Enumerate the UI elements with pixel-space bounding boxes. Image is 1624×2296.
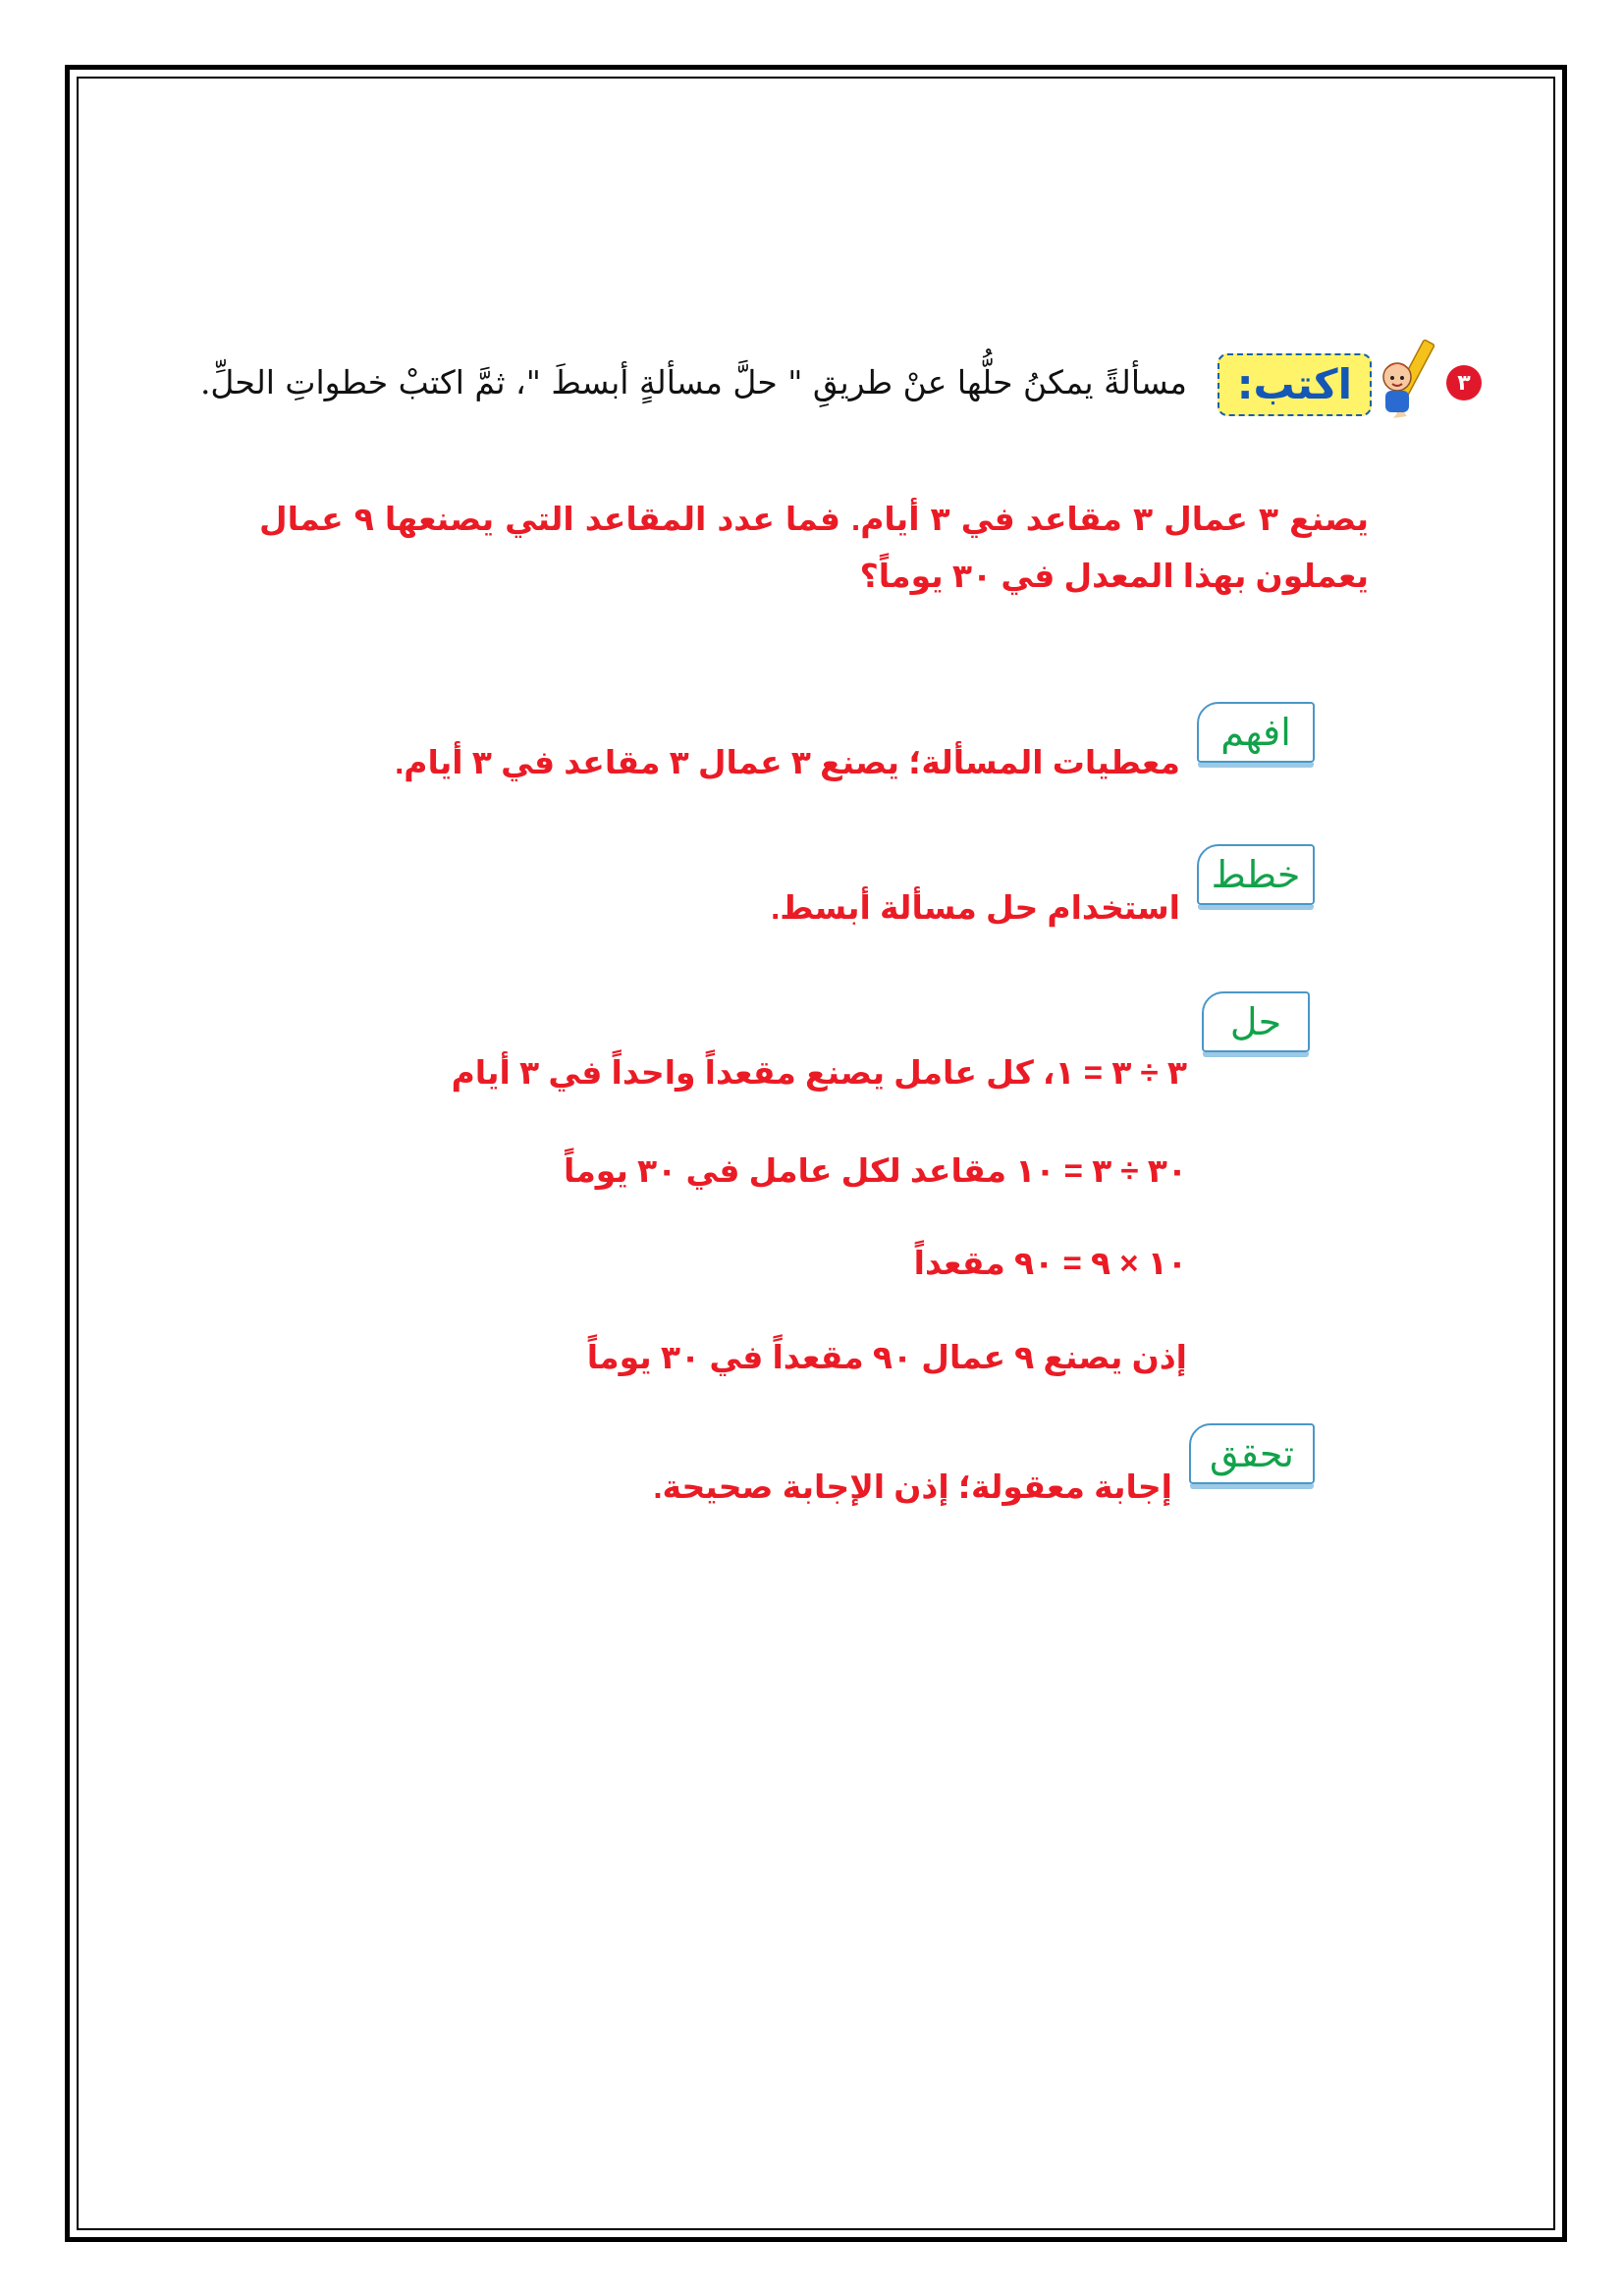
solve-line-1: ٣ ÷ ٣ = ١، كل عامل يصنع مقعداً واحداً في ٣ أيام — [451, 1054, 1187, 1091]
solve-line-2: ٣٠ ÷ ٣ = ١٠ مقاعد لكل عامل في ٣٠ يوماً — [563, 1152, 1187, 1189]
plan-tag-label: خطط — [1211, 853, 1301, 896]
solve-line-3: ١٠ × ٩ = ٩٠ مقعداً — [913, 1245, 1187, 1281]
write-label-box: اكتب: — [1218, 353, 1372, 416]
question-header — [146, 334, 1482, 432]
understand-text: معطيات المسألة؛ يصنع ٣ عمال ٣ مقاعد في ٣ أيام. — [395, 744, 1180, 780]
plan-text: استخدام حل مسألة أبسط. — [771, 889, 1180, 926]
check-tag — [1189, 1423, 1315, 1484]
check-text: إجابة معقولة؛ إذن الإجابة صحيحة. — [653, 1468, 1172, 1505]
question-number-badge: ٣ — [1446, 365, 1482, 400]
solve-tag-label: حل — [1229, 1000, 1282, 1043]
plan-tag — [1197, 844, 1315, 905]
check-tag-label: تحقق — [1209, 1432, 1295, 1475]
problem-statement: يصنع ٣ عمال ٣ مقاعد في ٣ أيام. فما عدد المقاعد التي يصنعها ٩ عمال يعملون بهذا المعدل في ٣٠ يوماً؟ — [259, 501, 1370, 594]
solve-tag — [1202, 991, 1310, 1052]
pencil-girl-icon — [1376, 334, 1438, 432]
solve-line-4: إذن يصنع ٩ عمال ٩٠ مقعداً في ٣٠ يوماً — [586, 1339, 1187, 1375]
understand-tag-label: افهم — [1220, 711, 1291, 754]
understand-tag — [1197, 702, 1315, 763]
instruction-text: مسألةً يمكنُ حلُّها عنْ طريقِ " حلَّ مسألةٍ أبسطَ "، ثمَّ اكتبْ خطواتِ الحلِّ. — [199, 363, 1187, 401]
